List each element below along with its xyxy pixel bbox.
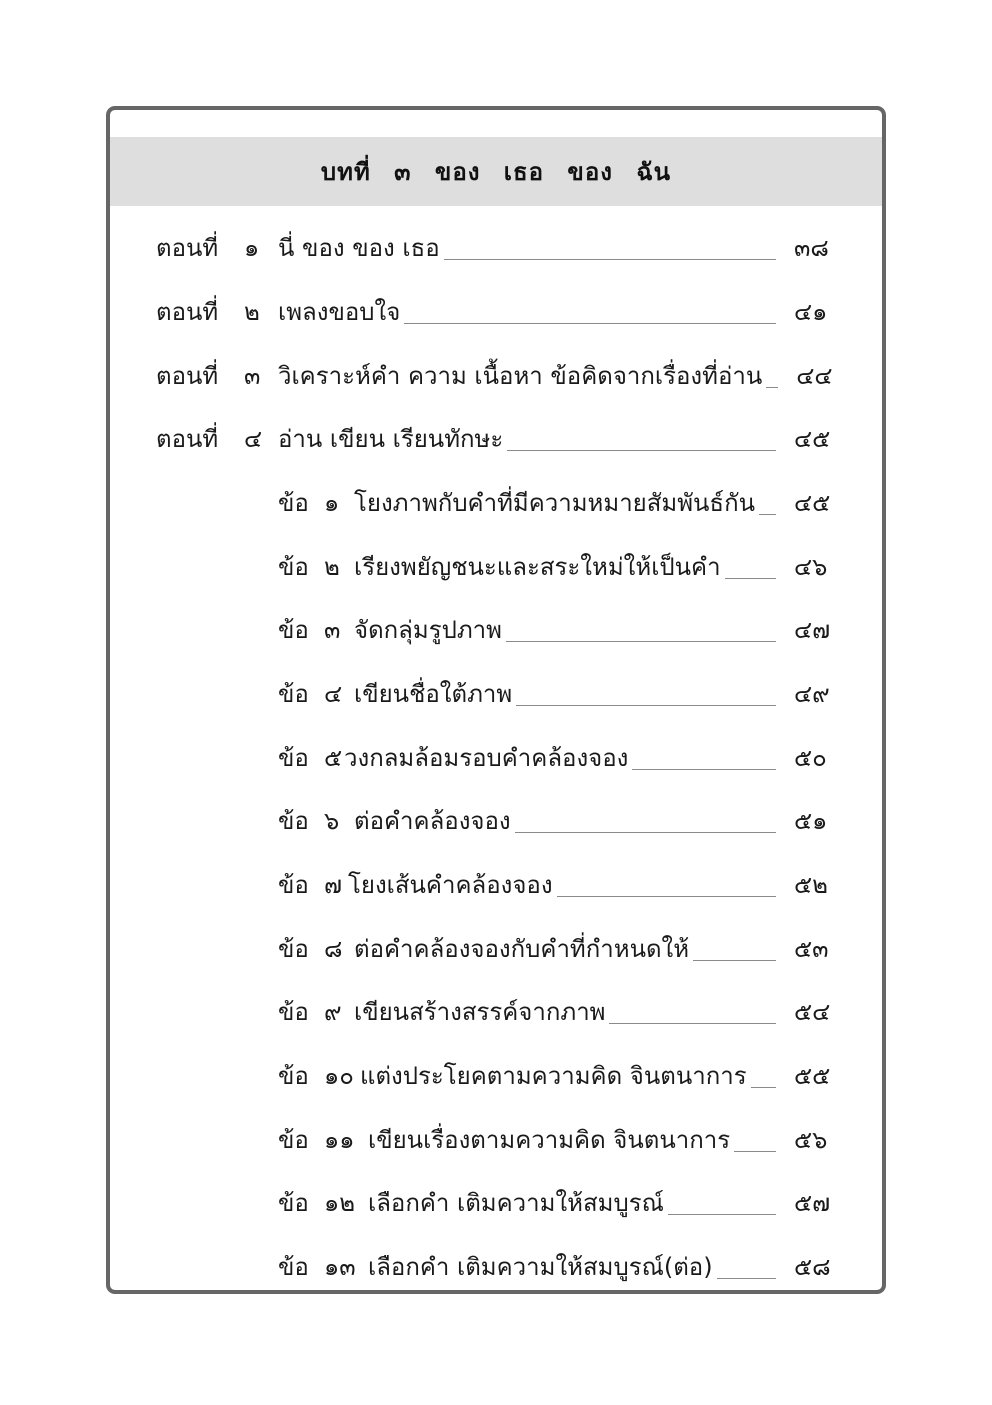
leader-line (751, 1087, 776, 1088)
leader-line (404, 323, 776, 324)
leader-line (515, 832, 776, 833)
leader-line (693, 960, 776, 961)
page-number: ๔๔ (796, 362, 833, 390)
toc-item-12[interactable] (110, 1183, 882, 1223)
page-number: ๔๙ (794, 680, 830, 708)
item-label: ข้อ (278, 680, 309, 708)
leader-line (759, 514, 776, 515)
section-number: ๓ (244, 362, 261, 390)
item-label: ข้อ (278, 935, 309, 963)
item-number: ๙ (324, 998, 342, 1026)
item-title: เรียงพยัญชนะและสระใหม่ให้เป็นคำ (354, 553, 721, 581)
page-number: ๔๕ (794, 489, 831, 517)
toc-item-9[interactable] (110, 992, 882, 1032)
section-label: ตอนที่ (156, 425, 219, 453)
item-number: ๑๓ (324, 1253, 356, 1281)
toc-item-13[interactable] (110, 1247, 882, 1287)
page-number: ๕๖ (794, 1126, 828, 1154)
toc-item-1[interactable] (110, 483, 882, 523)
leader-line (557, 896, 776, 897)
leader-line (632, 769, 776, 770)
leader-line (506, 641, 776, 642)
toc-item-6[interactable] (110, 801, 882, 841)
toc-section-4[interactable] (110, 419, 882, 459)
item-number: ๒ (324, 553, 340, 581)
item-number: ๑๑ (324, 1126, 355, 1154)
item-label: ข้อ (278, 998, 309, 1026)
item-title: เลือกคำ เติมความให้สมบูรณ์ (368, 1189, 664, 1217)
item-number: ๕ (324, 744, 343, 772)
item-title: โยงเส้นคำคล้องจอง (348, 871, 553, 899)
section-number: ๑ (244, 234, 260, 262)
leader-line (444, 259, 776, 260)
page-number: ๓๘ (794, 234, 829, 262)
toc-item-8[interactable] (110, 929, 882, 969)
item-number: ๓ (324, 616, 341, 644)
item-label: ข้อ (278, 1189, 309, 1217)
item-title: ต่อคำคล้องจองกับคำที่กำหนดให้ (354, 935, 690, 963)
page-number: ๕๘ (794, 1253, 831, 1281)
item-label: ข้อ (278, 1126, 309, 1154)
leader-line (609, 1023, 776, 1024)
item-label: ข้อ (278, 616, 309, 644)
page-number: ๕๑ (794, 807, 828, 835)
chapter-header (110, 137, 882, 206)
section-title: วิเคราะห์คำ ความ เนื้อหา ข้อคิดจากเรื่องที่อ่าน (278, 362, 763, 390)
toc-frame (106, 106, 886, 1294)
section-title: เพลงขอบใจ (278, 298, 401, 326)
toc-item-7[interactable] (110, 865, 882, 905)
toc-item-11[interactable] (110, 1120, 882, 1160)
page-number: ๔๕ (794, 425, 831, 453)
leader-line (668, 1214, 776, 1215)
leader-line (766, 387, 778, 388)
item-title: เลือกคำ เติมความให้สมบูรณ์(ต่อ) (368, 1253, 713, 1281)
leader-line (516, 705, 776, 706)
section-label: ตอนที่ (156, 362, 219, 390)
item-title: แต่งประโยคตามความคิด จินตนาการ (360, 1062, 747, 1090)
item-title: จัดกลุ่มรูปภาพ (354, 616, 502, 644)
section-label: ตอนที่ (156, 298, 219, 326)
item-number: ๑ (324, 489, 340, 517)
page-number: ๕๕ (794, 1062, 831, 1090)
item-title: โยงภาพกับคำที่มีความหมายสัมพันธ์กัน (354, 489, 756, 517)
page-number: ๔๖ (794, 553, 828, 581)
page-number: ๕๓ (794, 935, 829, 963)
item-label: ข้อ (278, 1062, 309, 1090)
leader-line (507, 450, 776, 451)
leader-line (717, 1278, 776, 1279)
item-title: วงกลมล้อมรอบคำคล้องจอง (344, 744, 629, 772)
item-label: ข้อ (278, 744, 309, 772)
item-label: ข้อ (278, 1253, 309, 1281)
section-number: ๔ (244, 425, 263, 453)
item-title: เขียนเรื่องตามความคิด จินตนาการ (368, 1126, 731, 1154)
toc-item-5[interactable] (110, 738, 882, 778)
item-label: ข้อ (278, 553, 309, 581)
section-label: ตอนที่ (156, 234, 219, 262)
item-title: ต่อคำคล้องจอง (354, 807, 511, 835)
toc-item-3[interactable] (110, 610, 882, 650)
item-number: ๑๐ (324, 1062, 354, 1090)
page-number: ๔๑ (794, 298, 828, 326)
section-number: ๒ (244, 298, 260, 326)
item-label: ข้อ (278, 807, 309, 835)
page-number: ๕๐ (794, 744, 827, 772)
toc-section-1[interactable] (110, 228, 882, 268)
leader-line (725, 578, 776, 579)
toc-section-3[interactable] (110, 356, 882, 396)
item-label: ข้อ (278, 871, 309, 899)
chapter-title: บทที่ ๓ ของ เธอ ของ ฉัน (320, 158, 672, 186)
leader-line (734, 1151, 776, 1152)
page-number: ๕๗ (794, 1189, 831, 1217)
item-title: เขียนชื่อใต้ภาพ (354, 680, 513, 708)
item-number: ๘ (324, 935, 343, 963)
page-number: ๕๒ (794, 871, 828, 899)
item-title: เขียนสร้างสรรค์จากภาพ (354, 998, 606, 1026)
item-number: ๗ (324, 871, 343, 899)
item-number: ๖ (324, 807, 340, 835)
item-number: ๑๒ (324, 1189, 356, 1217)
toc-item-10[interactable] (110, 1056, 882, 1096)
toc-item-4[interactable] (110, 674, 882, 714)
section-title: อ่าน เขียน เรียนทักษะ (278, 425, 504, 453)
item-number: ๔ (324, 680, 343, 708)
section-title: นี่ ของ ของ เธอ (278, 234, 440, 262)
toc-section-2[interactable] (110, 292, 882, 332)
toc-item-2[interactable] (110, 547, 882, 587)
page-number: ๕๔ (794, 998, 831, 1026)
page-number: ๔๗ (794, 616, 831, 644)
item-label: ข้อ (278, 489, 309, 517)
